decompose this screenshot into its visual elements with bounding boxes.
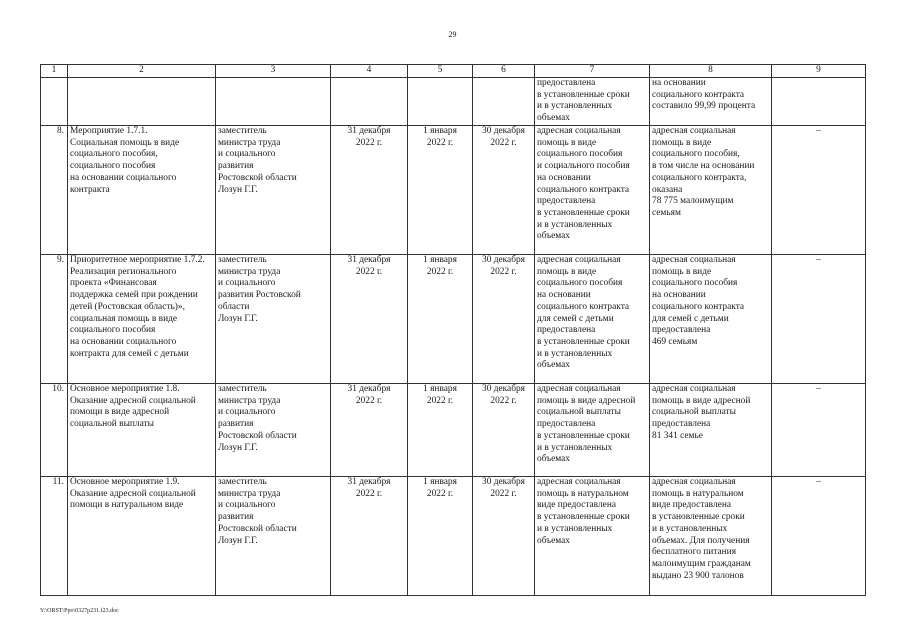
- header-cell: 8: [650, 65, 772, 78]
- planned-date-cell: 31 декабря 2022 г.: [331, 255, 408, 384]
- row-number: 8.: [41, 126, 68, 255]
- result-plan-cell: адресная социальная помощь в виде социального пособия и социального пособия на основании социального контракта предоставлена в установленные сроки и в установленных объемах: [535, 126, 650, 255]
- continuation-row: [41, 78, 866, 126]
- planned-date-cell: 31 декабря 2022 г.: [331, 126, 408, 255]
- end-date-cell: 30 декабря 2022 г.: [473, 384, 535, 477]
- empty-cell: [68, 78, 216, 126]
- empty-cell: [473, 78, 535, 126]
- planned-date-cell: 31 декабря 2022 г.: [331, 384, 408, 477]
- start-date-cell: 1 января 2022 г.: [408, 255, 473, 384]
- result-plan-cell: адресная социальная помощь в виде социального пособия на основании социального контракта для семей с детьми предоставлена в установленные сроки и в установленных объемах: [535, 255, 650, 384]
- responsible-cell: заместитель министра труда и социального развития Ростовской области Лозун Г.Г.: [216, 255, 331, 384]
- header-cell: 6: [473, 65, 535, 78]
- table-row: [41, 255, 866, 384]
- header-cell: 4: [331, 65, 408, 78]
- page-number: 29: [448, 30, 457, 39]
- measure-name-cell: Мероприятие 1.7.1. Социальная помощь в виде социального пособия, социального пособия на основании социального контракта: [68, 126, 216, 255]
- planned-date-cell: 31 декабря 2022 г.: [331, 477, 408, 596]
- result-plan-cell: предоставлена в установленные сроки и в установленных объемах: [535, 78, 650, 126]
- row-number: 9.: [41, 255, 68, 384]
- empty-cell: [41, 78, 68, 126]
- header-cell: 9: [772, 65, 866, 78]
- responsible-cell: заместитель министра труда и социального развития Ростовской области Лозун Г.Г.: [216, 384, 331, 477]
- header-cell: 1: [41, 65, 68, 78]
- responsible-cell: заместитель министра труда и социального развития Ростовской области Лозун Г.Г.: [216, 477, 331, 596]
- measure-name-cell: Основное мероприятие 1.9. Оказание адресной социальной помощи в натуральном виде: [68, 477, 216, 596]
- end-date-cell: 30 декабря 2022 г.: [473, 255, 535, 384]
- start-date-cell: 1 января 2022 г.: [408, 477, 473, 596]
- header-cell: 3: [216, 65, 331, 78]
- result-fact-cell: адресная социальная помощь в виде социального пособия на основании социального контракта для семей с детьми предоставлена 469 семьям: [650, 255, 772, 384]
- start-date-cell: 1 января 2022 г.: [408, 126, 473, 255]
- remarks-cell: –: [772, 477, 866, 596]
- table-row: [41, 477, 866, 596]
- remarks-cell: –: [772, 126, 866, 255]
- end-date-cell: 30 декабря 2022 г.: [473, 477, 535, 596]
- empty-cell: [331, 78, 408, 126]
- remarks-cell: –: [772, 384, 866, 477]
- end-date-cell: 30 декабря 2022 г.: [473, 126, 535, 255]
- row-number: 11.: [41, 477, 68, 596]
- empty-cell: [408, 78, 473, 126]
- result-plan-cell: адресная социальная помощь в натуральном виде предоставлена в установленные сроки и в установленных объемах: [535, 477, 650, 596]
- result-fact-cell: адресная социальная помощь в натуральном виде предоставлена в установленные сроки и в установленных объемах. Для получения бесплатного питания малоимущим гражданам выдано 23 900 талонов: [650, 477, 772, 596]
- empty-cell: [772, 78, 866, 126]
- responsible-cell: заместитель министра труда и социального развития Ростовской области Лозун Г.Г.: [216, 126, 331, 255]
- result-fact-cell: адресная социальная помощь в виде социального пособия, в том числе на основании социального контракта, оказана 78 775 малоимущим семьям: [650, 126, 772, 255]
- start-date-cell: 1 января 2022 г.: [408, 384, 473, 477]
- header-cell: 5: [408, 65, 473, 78]
- table-row: [41, 384, 866, 477]
- report-table: [40, 64, 866, 596]
- measure-name-cell: Основное мероприятие 1.8. Оказание адресной социальной помощи в виде адресной социальной выплаты: [68, 384, 216, 477]
- column-number-row: [41, 65, 866, 78]
- header-cell: 7: [535, 65, 650, 78]
- empty-cell: [216, 78, 331, 126]
- row-number: 10.: [41, 384, 68, 477]
- remarks-cell: –: [772, 255, 866, 384]
- result-fact-cell: адресная социальная помощь в виде адресной социальной выплаты предоставлена 81 341 семье: [650, 384, 772, 477]
- result-plan-cell: адресная социальная помощь в виде адресной социальной выплаты предоставлена в установленные сроки и в установленных объемах: [535, 384, 650, 477]
- measure-name-cell: Приоритетное мероприятие 1.7.2. Реализация регионального проекта «Финансовая поддержка семей при рождении детей (Ростовская область)», социальная помощь в виде социального пособия на основании социального контракта для семей с детьми: [68, 255, 216, 384]
- file-path-footer: Y:\ORST\Ppo\0327p231.f23.doc: [40, 608, 119, 614]
- result-fact-cell: на основании социального контракта составило 99,99 процента: [650, 78, 772, 126]
- header-cell: 2: [68, 65, 216, 78]
- table-row: [41, 126, 866, 255]
